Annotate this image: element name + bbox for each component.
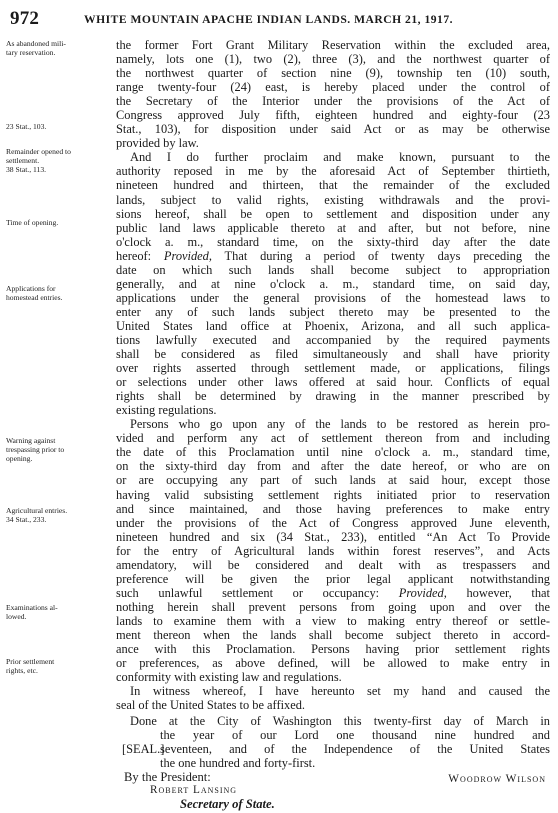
running-head: WHITE MOUNTAIN APACHE INDIAN LANDS. MARCH 21, 1917. [84,13,454,26]
marginal-note-line: Applications for [6,284,56,293]
body-line: range twenty-four (24) east, is hereby placed under the control of [116,80,550,95]
marginal-note-line: Prior settlement [6,657,55,666]
body-line: nothing herein shall prevent persons from going upon and over the [116,599,550,614]
body-line: rights shall be determined by drawing in the manner prescribed by [116,389,550,404]
body-line: applications under the general provisions of the homestead laws to [116,290,550,305]
marginal-note-line: 34 Stat., 233. [6,514,47,524]
marginal-note-line: lowed. [6,611,27,621]
marginal-note-line: homestead entries. [6,292,63,302]
body-line: lands to examine them with a view to making entry thereof or settle- [116,613,550,628]
body-text-run: That during a period of twenty days preceding the [211,248,551,263]
body-line: the former Fort Grant Military Reservation within the excluded area, [116,38,550,52]
marginal-note-line: settlement. [6,155,40,165]
marginal-note-abandoned-reservation [6,40,110,58]
body-line: vided and perform any act of settlement thereon from and including [116,431,550,446]
body-line: public land laws applicable thereto at and after, but not before, nine [116,220,550,235]
paragraph-in-witness [116,684,550,712]
body-line: generally, and at nine o'clock a. m., standard time, on said day, [116,276,550,291]
date-line: Done at the City of Washington this twenty-first day of March in [130,714,550,728]
body-line: Persons who go upon any of the lands to be restored as herein pro- [130,417,550,432]
body-line: United States land office at Phoenix, Arizona, and all such applica- [116,318,550,333]
body-line: ance with this Proclamation. Persons having prior settlement rights [116,642,550,657]
body-line: under the provisions of the Act of Congress approved June eleventh, [116,515,550,530]
body-line: lands, subject to valid rights, existing withdrawals and the provi- [116,192,550,207]
body-line: seal of the United States to be affixed. [116,698,306,713]
body-line: or selections under other laws offered at said hour. Conflicts of equal [116,375,550,390]
body-line: preference will be given the prior legal applicant notwithstanding [116,571,550,586]
marginal-note-time-of-opening [6,219,110,228]
body-line: amendatory, will be considered and dealt with as trespassers and [116,557,550,572]
marginal-note-line: 23 Stat., 103. [6,122,47,131]
body-line: or preferences, as above defined, will be allowed to make entry in [116,656,550,671]
proclamation-body [116,38,550,712]
proviso-word: Provided, [398,585,447,600]
marginal-note-line: Examinations al- [6,603,58,612]
body-text-run: hereof: [116,248,164,263]
body-text-run: such unlawful settlement or occupancy: [116,585,399,600]
marginal-note-homestead-applications [6,285,110,303]
marginal-note-line: opening. [6,453,33,463]
body-line: And I do further proclaim and make known, pursuant to the [130,150,550,165]
page-number: 972 [10,8,40,29]
marginal-note-line: Time of opening. [6,218,59,227]
body-line: the northwest quarter of section nine (9), township ten (10) south, [116,66,550,81]
marginal-note-remainder-opened [6,148,110,174]
body-line: Stat., 103), for disposition under said Act or as may be otherwise [116,122,550,137]
secretary-name: Robert Lansing [150,784,238,796]
body-line: provided by law. [116,136,199,151]
body-line: the date of this Proclamation until nine o'clock a. m., standard time, [116,445,550,460]
body-line: and since maintained, and those having preferences to make entry [116,501,550,516]
body-line-proviso [116,586,550,600]
seal-mark: [SEAL.] [122,742,165,756]
signature-woodrow-wilson: Woodrow Wilson [448,773,546,785]
paragraph-trespass-warning [116,417,550,684]
date-line: seventeen, and of the Independence of the United States [160,742,550,757]
date-line: the year of our Lord one thousand nine hundred and [160,728,550,743]
secretary-title: Secretary of State. [180,797,275,811]
paragraph-remainder-opened [116,150,550,417]
marginal-note-line: 38 Stat., 113. [6,164,47,174]
body-line: shall be considered as filed simultaneously and shall have priority [116,347,550,362]
body-line: Congress approved July fifth, eighteen hundred and eighty-four (23 [116,108,550,123]
marginal-note-examinations [6,604,110,622]
marginal-note-line: rights, etc. [6,665,38,675]
marginal-note-line: trespassing prior to [6,444,65,454]
marginal-note-line: Agricultural entries. [6,506,68,515]
body-line: enter any of such lands subject thereto may be presented to the [116,304,550,319]
marginal-note-agricultural-entries [6,507,110,525]
body-line: over rights asserted through settlement made, or applications, filings [116,361,550,376]
body-line-proviso [116,249,550,263]
body-line: namely, lots one (1), two (2), three (3), and the northwest quarter of [116,52,550,67]
body-line: on the sixty-third day from and after the date hereof, or who are on [116,459,550,474]
body-line: ment thereon when the lands shall become subject thereto in accord- [116,627,550,642]
page-header [10,8,550,30]
marginal-note-line: Warning against [6,436,56,445]
marginal-note-prior-settlement [6,658,110,676]
body-line: existing regulations. [116,403,217,418]
marginal-note-stat-23 [6,123,110,132]
body-line: or are occupying any part of such lands at said hour, except those [116,473,550,488]
body-text-run: however, that [446,585,550,600]
body-line: having valid subsisting settlement rights initiated prior to reservation [116,487,550,502]
marginal-note-line: Remainder opened to [6,147,71,156]
proviso-word: Provided, [163,248,212,263]
date-block [116,714,550,770]
body-line: the Secretary of the Interior under the provisions of the Act of [116,94,550,109]
paragraph-abandoned-reservation [116,38,550,150]
body-line: nineteen hundred and six (34 Stat., 233), entitled “An Act To Provide [116,529,550,544]
body-line: nineteen hundred and thirteen, that the remainder of the excluded [116,178,550,193]
marginal-note-line: tary reservation. [6,47,56,57]
body-line: conformity with existing law and regulations. [116,670,342,685]
body-line: authority reposed in me by the aforesaid Act of September thirtieth, [116,164,550,179]
body-line: o'clock a. m., standard time, on the sixty-third day after the date [116,234,550,249]
body-line: tions lawfully executed and accompanied by the required payments [116,332,550,347]
marginal-note-line: As abandoned mili- [6,39,66,48]
body-line: sions hereof, shall be open to settlement and disposition under any [116,206,550,221]
by-the-president: By the President: [124,770,211,784]
marginal-note-trespass-warning [6,437,110,463]
body-line: In witness whereof, I have hereunto set my hand and caused the [130,684,550,699]
date-line: the one hundred and forty-first. [160,756,316,771]
body-line: for the entry of Agricultural lands within forest reserves”, and Acts [116,543,550,558]
body-line: date on which such lands shall become subject to appropriation [116,262,550,277]
